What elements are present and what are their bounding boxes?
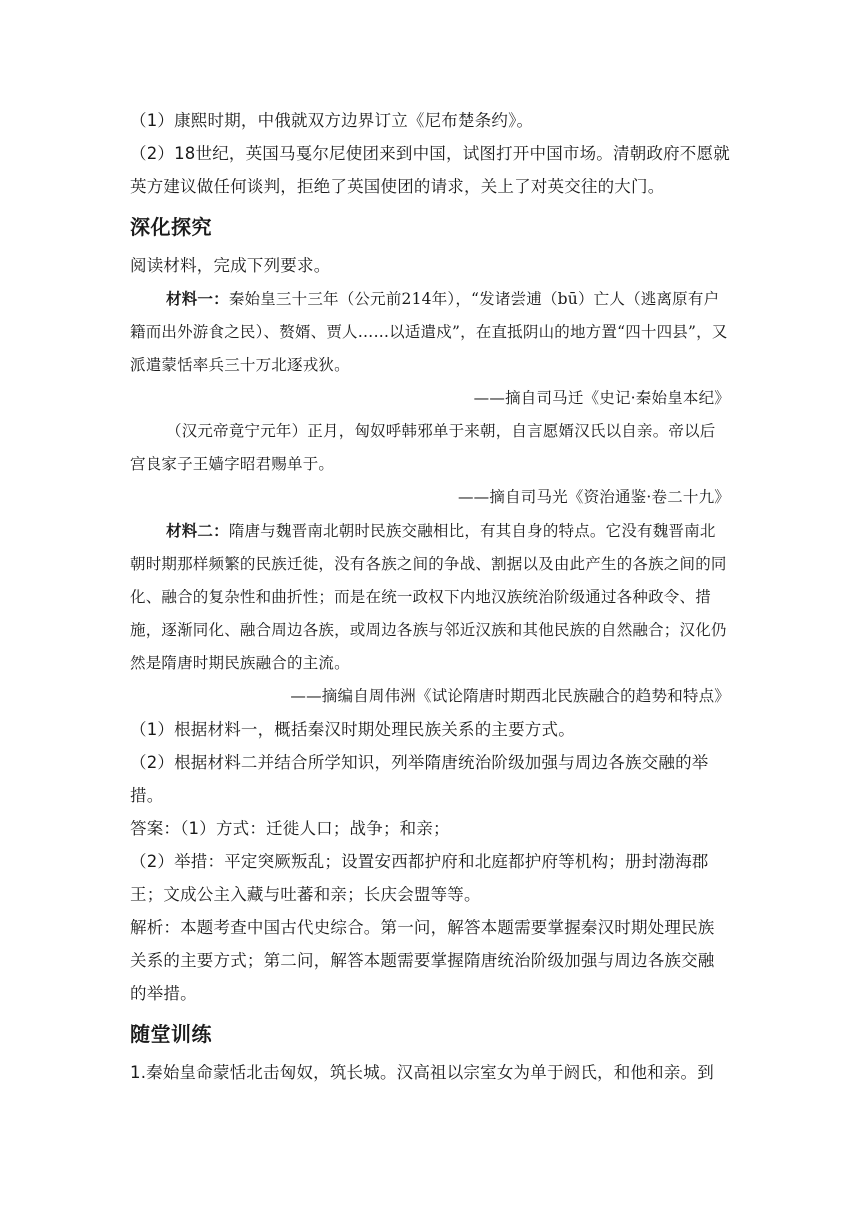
material-two-source: ——摘编自周伟洲《试论隋唐时期西北民族融合的趋势和特点》 [290,687,730,705]
instruction-text: 阅读材料，完成下列要求。 [130,256,331,275]
section-heading-explore: 深化探究 [130,215,212,239]
material-one [130,282,730,514]
item-macartney-mission: （2）18世纪，英国马戛尔尼使团来到中国，试图打开中国市场。清朝政府不愿就英方建议做任何谈判，拒绝了英国使团的请求，关上了对英交往的大门。 [130,144,730,196]
material-one-text: 秦始皇三十三年（公元前214年），“发诸尝逋（bū）亡人（逃离原有户籍而出外游食之民）、赘婿、贾人……以适遣戍”，在直抵阴山的地方置“四十四县”，又派遣蒙恬率兵三十万北逐戎狄。 [130,290,728,374]
practice-question-one: 1.秦始皇命蒙恬北击匈奴，筑长城。汉高祖以宗室女为单于阏氏，和他和亲。到 [130,1063,714,1082]
question-two: （2）根据材料二并结合所学知识，列举隋唐统治阶级加强与周边各族交融的举措。 [130,753,709,805]
material-one-label: 材料一： [166,289,229,308]
document-body [130,104,730,1089]
answer-two: （2）举措：平定突厥叛乱；设置安西都护府和北庭都护府等机构；册封渤海郡王；文成公主入藏与吐蕃和亲；长庆会盟等等。 [130,852,709,904]
answer-one: 答案：（1）方式：迁徙人口；战争；和亲； [130,819,450,838]
material-one-paragraph [130,282,730,382]
question-one: （1）根据材料一，概括秦汉时期处理民族关系的主要方式。 [130,720,575,739]
section-heading-practice: 随堂训练 [130,1022,212,1046]
analysis-text: 解析：本题考查中国古代史综合。第一问，解答本题需要掌握秦汉时期处理民族关系的主要方式；第二问，解答本题需要掌握隋唐统治阶级加强与周边各族交融的举措。 [130,918,715,1003]
item-nerchinsk-treaty: （1）康熙时期，中俄就双方边界订立《尼布楚条约》。 [130,111,534,130]
material-two-paragraph [130,514,730,680]
material-one-source-second: ——摘自司马光《资治通鉴·卷二十九》 [457,488,730,506]
material-two-text: 隋唐与魏晋南北朝时民族交融相比，有其自身的特点。它没有魏晋南北朝时期那样频繁的民族迁徙，没有各族之间的争战、割据以及由此产生的各族之间的同化、融合的复杂性和曲折性；而是在统一政权下内地汉族统治阶级通过各种政令、措施，逐渐同化、融合周边各族，或周边各族与邻近汉族和其他民族的自然融合；汉化仍然是隋唐时期民族融合的主流。 [130,522,727,672]
material-two-label: 材料二： [166,521,229,540]
material-two [130,514,730,713]
material-one-source: ——摘自司马迁《史记·秦始皇本纪》 [473,389,730,407]
material-one-text-second: （汉元帝竟宁元年）正月，匈奴呼韩邪单于来朝，自言愿婿汉氏以自亲。帝以后宫良家子王嫱字昭君赐单于。 [130,422,716,473]
